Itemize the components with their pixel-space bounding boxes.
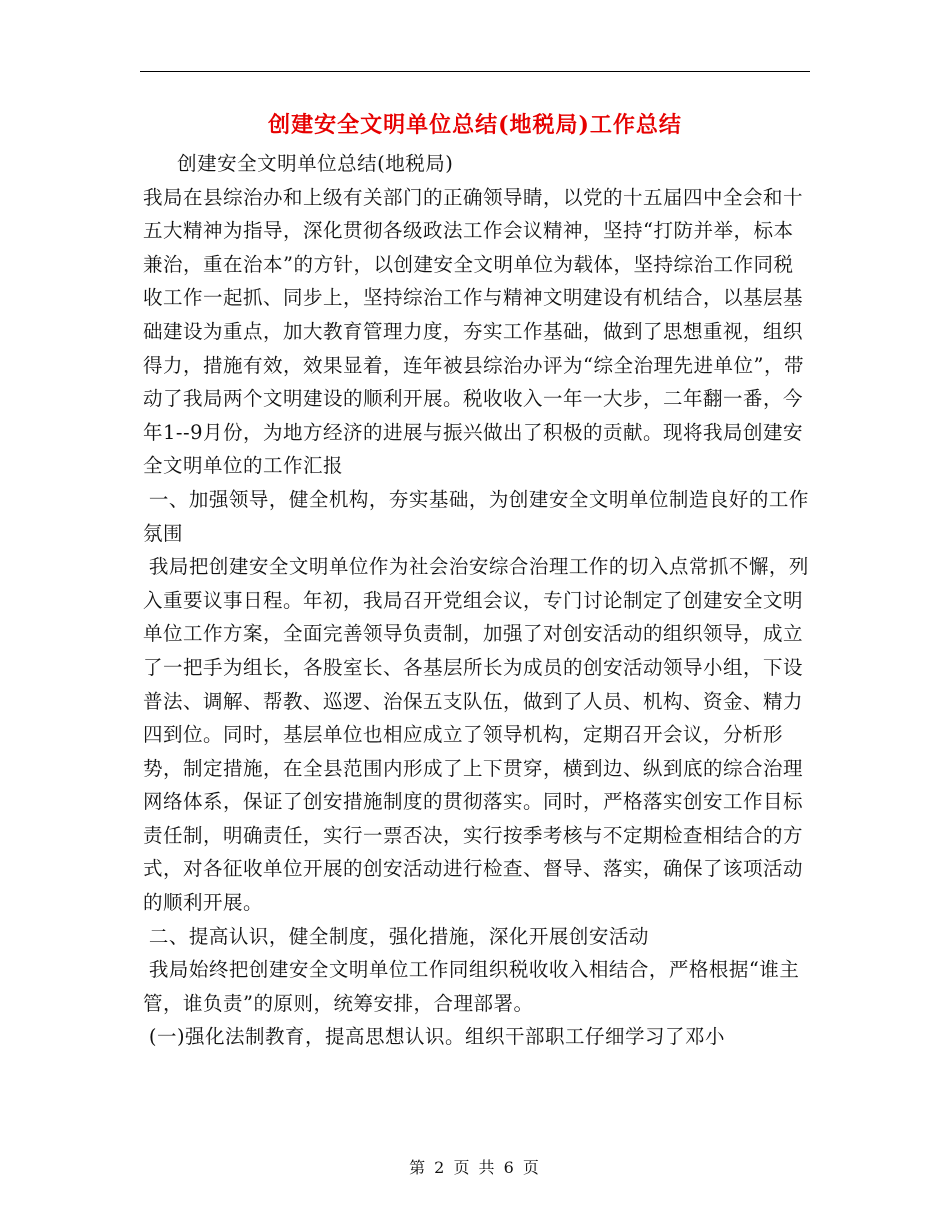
document-title: 创建安全文明单位总结(地税局)工作总结 bbox=[268, 112, 682, 138]
subsection-heading: (一)强化法制教育，提高思想认识。组织干部职工仔细学习了邓小 bbox=[148, 1025, 726, 1049]
paragraph: 我局在县综治办和上级有关部门的正确领导睛，以党的十五届四中全会和十五大精神为指导，深化贯彻各级政法工作会议精神，坚持“打防并举，标本兼治，重在治本”的方针，以创建安全文明单位为载体，坚持综治工作同税收工作一起抓、同步上，坚持综治工作与精神文明建设有机结合，以基层基础建设为重点，加大教育管理力度，夯实工作基础，做到了思想重视，组织得力，措施有效，效果显着，连年被县综治办评为“综全治理先进单位”，带动了我局两个文明建设的顺利开展。税收收入一年一大步，二年翻一番，今年1--9月份，为地方经济的进展与振兴做出了积极的贡献。现将我局创建安全文明单位的工作汇报 bbox=[143, 185, 804, 478]
header-rule bbox=[140, 71, 810, 72]
document-body bbox=[143, 147, 810, 1054]
section-heading: 二、提高认识，健全制度，强化措施，深化开展创安活动 bbox=[148, 924, 649, 948]
paragraph: 我局把创建安全文明单位作为社会治安综合治理工作的切入点常抓不懈，列入重要议事日程。年初，我局召开党组会议，专门讨论制定了创建安全文明单位工作方案，全面完善领导负责制，加强了对创安活动的组织领导，成立了一把手为组长，各股室长、各基层所长为成员的创安活动领导小组，下设普法、调解、帮教、巡逻、治保五支队伍，做到了人员、机构、资金、精力四到位。同时，基层单位也相应成立了领导机构，定期召开会议，分析形势，制定措施，在全县范围内形成了上下贯穿，横到边、纵到底的综合治理网络体系，保证了创安措施制度的贯彻落实。同时，严格落实创安工作目标责任制，明确责任，实行一票否决，实行按季考核与不定期检查相结合的方式，对各征收单位开展的创安活动进行检查、督导、落实，确保了该项活动的顺利开展。 bbox=[143, 555, 809, 915]
section-heading: 一、加强领导，健全机构，夯实基础，为创建安全文明单位制造良好的工作氛围 bbox=[143, 487, 809, 545]
paragraph: 我局始终把创建安全文明单位工作同组织税收收入相结合，严格根据“谁主管，谁负责”的原则，统筹安排，合理部署。 bbox=[143, 958, 800, 1015]
page-number: 第 2 页 共 6 页 bbox=[409, 1158, 541, 1177]
document-subtitle: 创建安全文明单位总结(地税局) bbox=[177, 152, 454, 175]
